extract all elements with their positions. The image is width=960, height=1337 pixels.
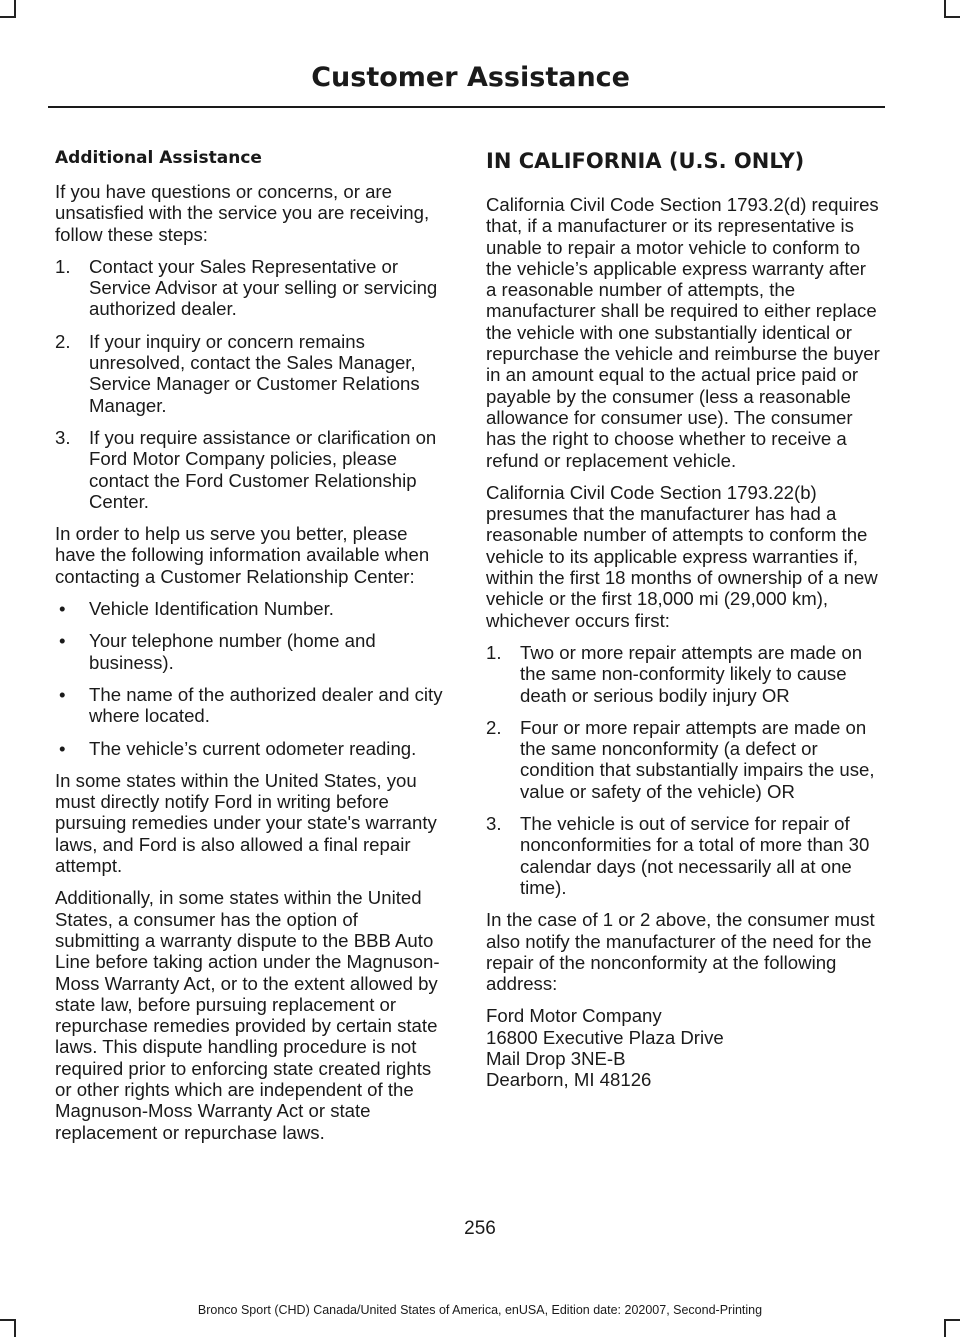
crop-mark	[14, 0, 16, 17]
notify-paragraph: In some states within the United States, you must directly notify Ford in writing before pursuing remedies under your state's warranty laws, and Ford is also allowed a final repair attempt.	[55, 769, 437, 877]
notify-manufacturer-paragraph: In the case of 1 or 2 above, the consumer must also notify the manufacturer of the need for the repair of the nonconformity at the following address:	[486, 909, 875, 995]
address-line: Mail Drop 3NE-B	[486, 1047, 626, 1069]
list-item	[486, 642, 881, 706]
crop-mark	[14, 1320, 16, 1337]
left-column	[55, 148, 447, 1154]
list-text: Four or more repair attempts are made on the same nonconformity (a defect or condition that substantially impairs the use, value or safety of the vehicle) OR	[520, 716, 875, 802]
right-column	[486, 148, 881, 1091]
bbb-paragraph: Additionally, in some states within the United States, a consumer has the option of submitting a warranty dispute to the BBB Auto Line before taking action under the Magnuson-Moss Warranty Act, or to the extent allowed by state law, before pursuing replacement or repurchase remedies provided by certain state laws. This dispute handling procedure is not required prior to enforcing state created rights or other rights which are independent of the Magnuson-Moss Warranty Act or state replacement or repurchase laws.	[55, 887, 440, 1143]
list-text: If your inquiry or concern remains unresolved, contact the Sales Manager, Service Manager or Customer Relations Manager.	[89, 330, 420, 416]
list-text: The vehicle is out of service for repair of nonconformities for a total of more than 30 calendar days (not necessarily all at one time).	[520, 813, 870, 898]
bullet-icon: •	[59, 683, 66, 705]
address-line: Ford Motor Company	[486, 1005, 662, 1027]
crop-mark	[944, 1319, 960, 1321]
list-text: Contact your Sales Representative or Service Advisor at your selling or servicing authorized dealer.	[89, 255, 438, 320]
address-line: 16800 Executive Plaza Drive	[486, 1026, 724, 1048]
list-number: 3.	[55, 426, 71, 448]
bullet-icon: •	[59, 598, 66, 620]
page-title: Customer Assistance	[311, 62, 630, 93]
civil-code-paragraph-2: California Civil Code Section 1793.22(b) presumes that the manufacturer has had a reasonable number of attempts to conform the vehicle to its applicable express warranties if, within the first 18 months of ownership of a new vehicle or the first 18,000 mi (29,000 km), whichever occurs first:	[486, 481, 878, 631]
bullet-icon: •	[59, 737, 66, 759]
section-heading: Additional Assistance	[55, 148, 262, 168]
list-number: 2.	[55, 330, 71, 352]
list-item	[55, 738, 447, 759]
list-text: Your telephone number (home and business).	[89, 630, 376, 673]
crop-mark	[0, 1319, 16, 1321]
list-item	[55, 598, 447, 619]
list-item	[55, 331, 447, 416]
info-intro-paragraph: In order to help us serve you better, please have the following information available when contacting a Customer Relationship Center:	[55, 523, 430, 587]
address-line: Dearborn, MI 48126	[486, 1069, 652, 1091]
list-number: 1.	[486, 641, 502, 663]
list-item	[55, 630, 447, 673]
conditions-list	[486, 642, 881, 898]
list-item	[486, 717, 881, 802]
footer-edition-info: Bronco Sport (CHD) Canada/United States of America, enUSA, Edition date: 202007, Second-Printing	[197, 1303, 763, 1317]
mailing-address	[486, 1005, 881, 1090]
intro-paragraph: If you have questions or concerns, or are unsatisfied with the service you are receiving, follow these steps:	[55, 181, 430, 245]
list-number: 2.	[486, 716, 502, 738]
crop-mark	[944, 0, 946, 17]
civil-code-paragraph-1: California Civil Code Section 1793.2(d) requires that, if a manufacturer or its representative is unable to repair a motor vehicle to conform to the vehicle’s applicable express warranty after a reasonable number of attempts, the manufacturer shall be required to either replace the vehicle with one substantially identical or repurchase the vehicle and reimburse the buyer in an amount equal to the actual price paid or payable by the consumer (less a reasonable allowance for consumer use). The consumer has the right to choose whether to receive a refund or replacement vehicle.	[486, 194, 880, 471]
list-item	[55, 684, 447, 727]
list-number: 3.	[486, 813, 502, 835]
crop-mark	[944, 1320, 946, 1337]
california-heading: IN CALIFORNIA (U.S. ONLY)	[486, 149, 805, 173]
list-item	[55, 427, 447, 512]
list-item	[55, 256, 447, 320]
bullet-icon: •	[59, 630, 66, 652]
crop-mark	[944, 16, 960, 18]
list-text: Vehicle Identification Number.	[89, 598, 334, 620]
steps-list	[55, 256, 447, 512]
page-number: 256	[464, 1218, 496, 1239]
header-divider	[48, 106, 885, 108]
bullet-list	[55, 598, 447, 759]
list-text: The vehicle’s current odometer reading.	[89, 737, 417, 759]
list-text: Two or more repair attempts are made on the same non-conformity likely to cause death or serious bodily injury OR	[520, 641, 863, 706]
crop-mark	[0, 16, 16, 18]
list-text: If you require assistance or clarification on Ford Motor Company policies, please contact the Ford Customer Relationship Center.	[89, 426, 437, 512]
list-number: 1.	[55, 255, 71, 277]
list-item	[486, 813, 881, 898]
list-text: The name of the authorized dealer and city where located.	[89, 683, 443, 727]
